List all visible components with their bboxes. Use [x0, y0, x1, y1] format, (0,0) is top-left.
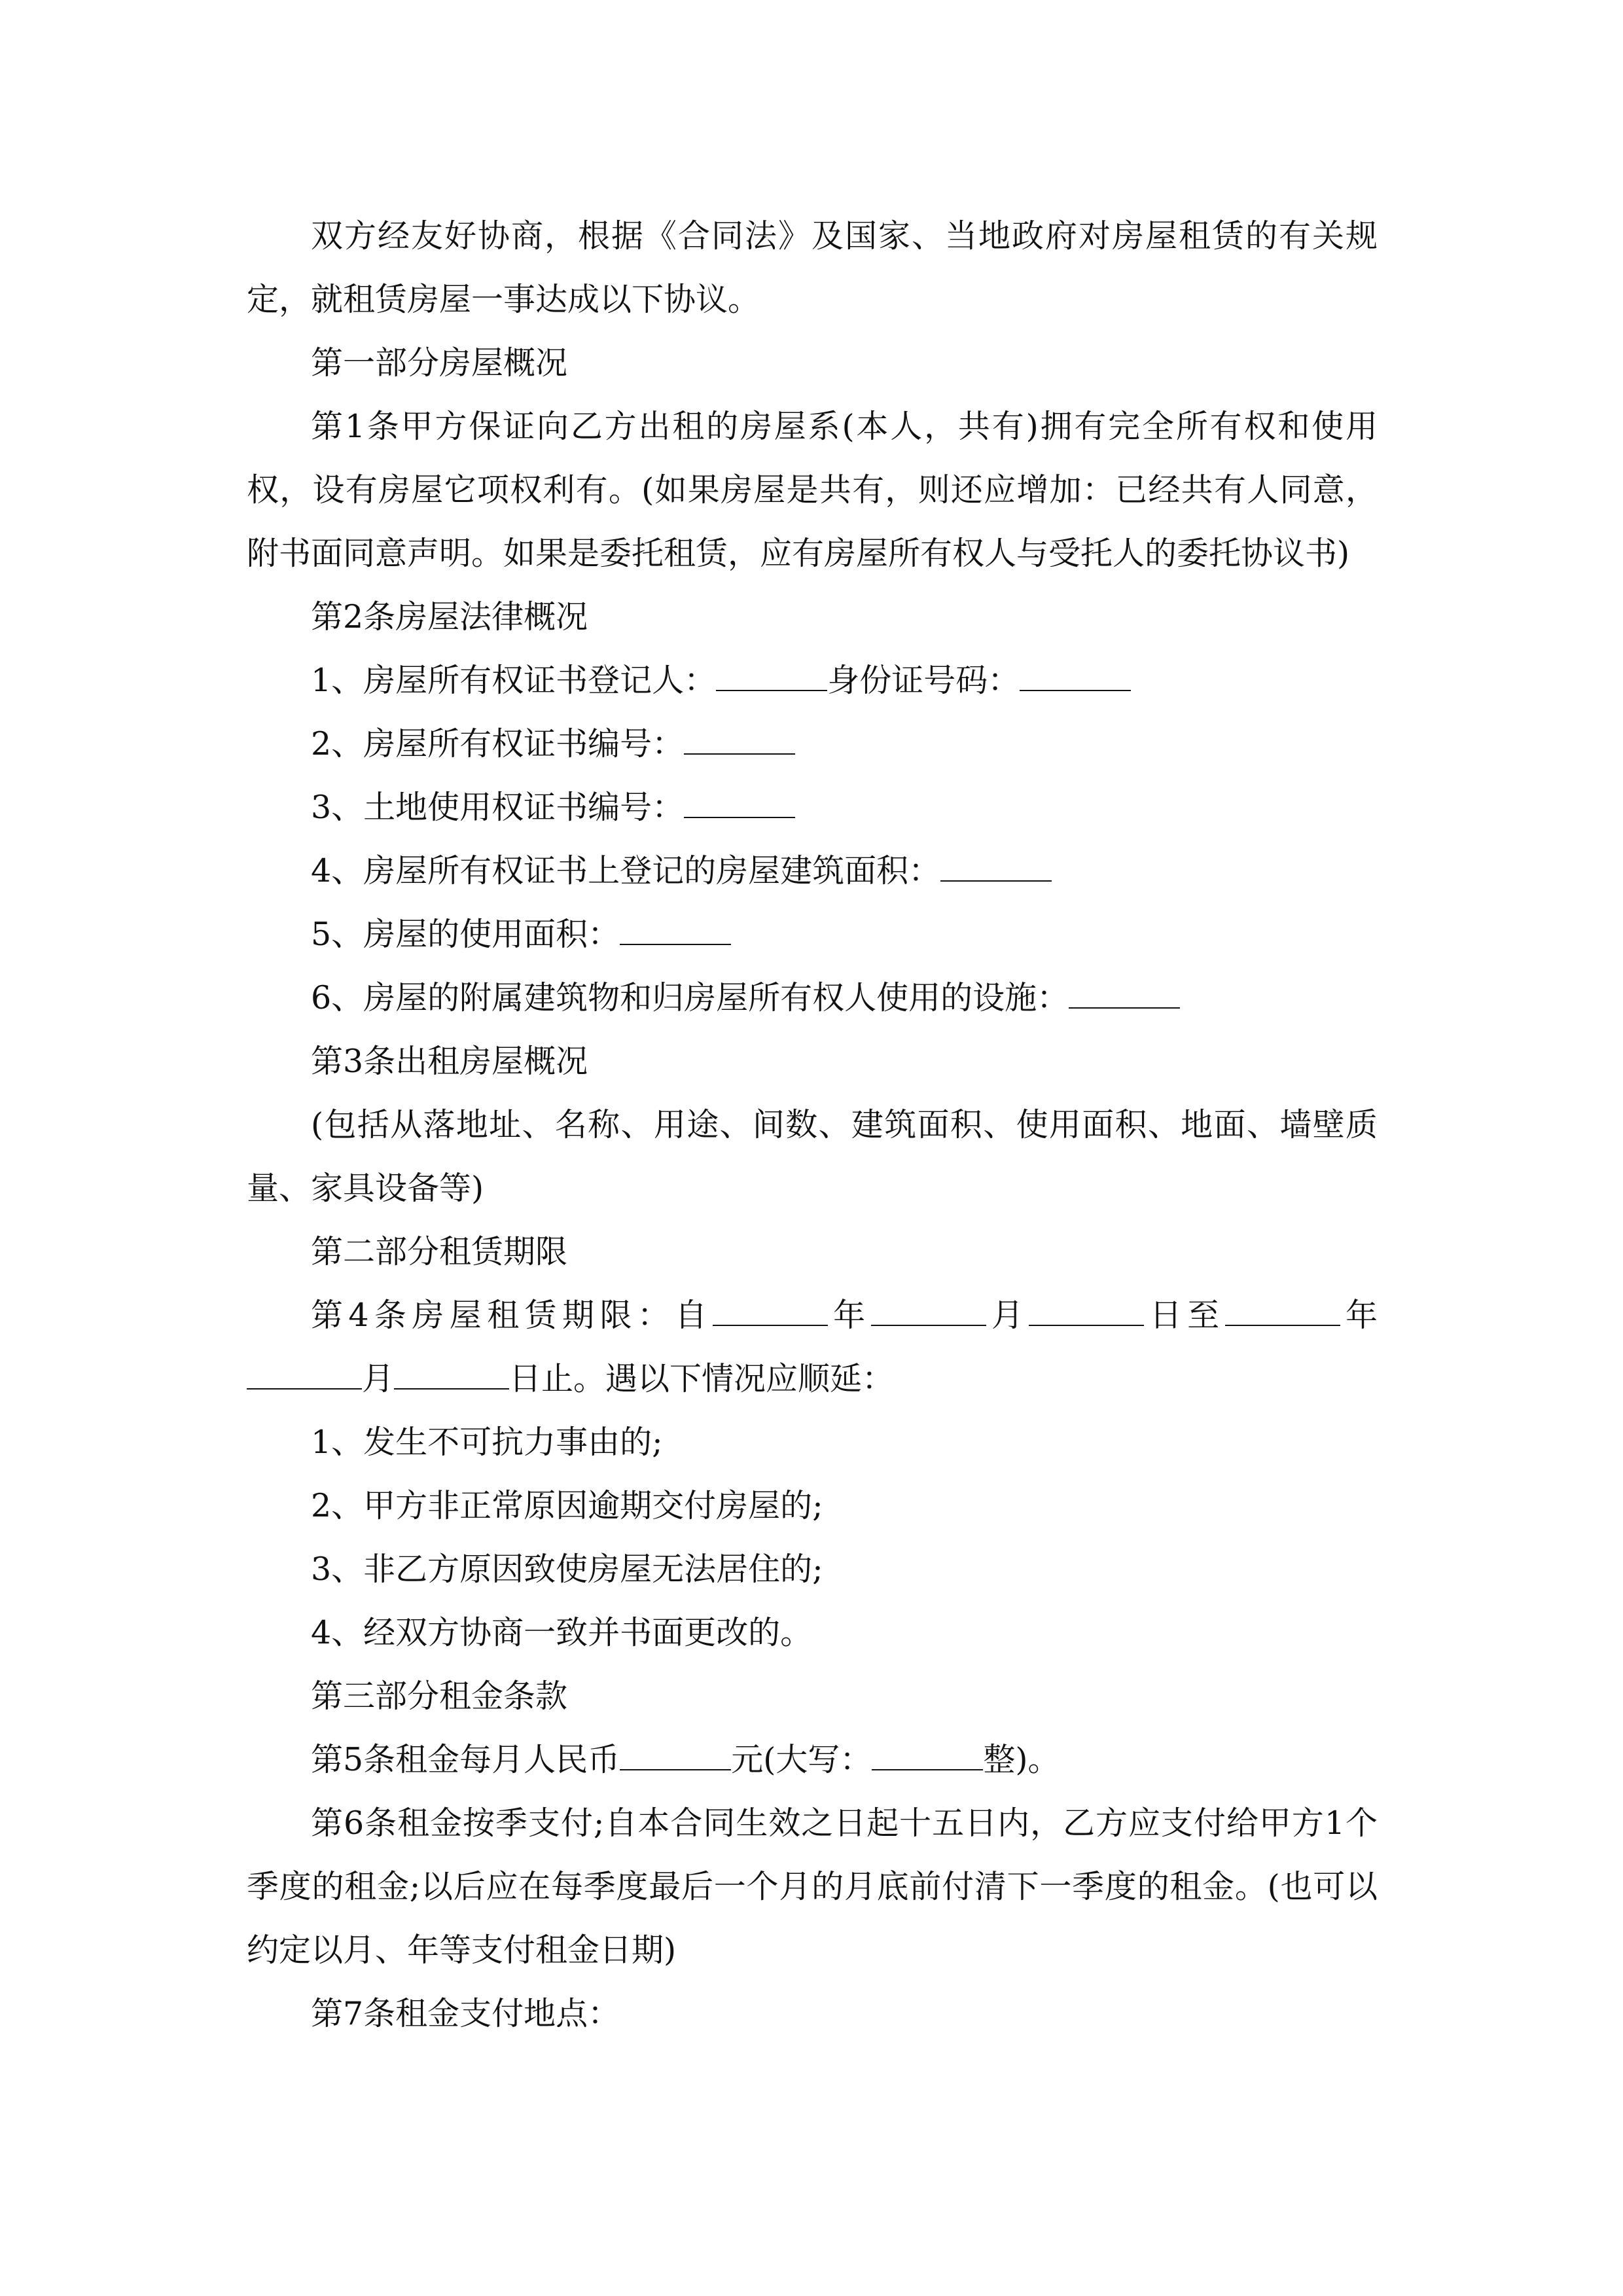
id-number-label: 身份证号码：	[827, 662, 1020, 699]
rent-amount-blank[interactable]	[620, 1742, 731, 1770]
start-day-blank[interactable]	[1029, 1297, 1144, 1326]
month-label: 月	[986, 1297, 1029, 1334]
end-month-label: 月	[362, 1360, 395, 1397]
article-3-description: (包括从落地址、名称、用途、间数、建筑面积、使用面积、地面、墙壁质量、家具设备等)	[247, 1106, 1378, 1207]
item-2-label: 2、房屋所有权证书编号：	[311, 725, 685, 762]
article-4-end: 日止。遇以下情况应顺延：	[509, 1360, 895, 1397]
end-year-label: 年	[1340, 1297, 1378, 1334]
year-label: 年	[827, 1297, 871, 1334]
part3-heading: 第三部分租金条款	[311, 1677, 568, 1715]
item-4	[247, 839, 1378, 903]
rent-uppercase-blank[interactable]	[872, 1742, 983, 1770]
land-certificate-blank[interactable]	[684, 789, 795, 818]
item-1	[247, 649, 1378, 712]
start-month-blank[interactable]	[871, 1297, 986, 1326]
article-6: 第6条租金按季支付;自本合同生效之日起十五日内，乙方应支付给甲方1个季度的租金;以后应在每季度最后一个月的月底前付清下一季度的租金。(也可以约定以月、年等支付租金日期)	[247, 1804, 1378, 1969]
building-area-blank[interactable]	[940, 853, 1052, 882]
id-number-blank[interactable]	[1020, 662, 1131, 691]
item-5	[247, 903, 1378, 966]
usable-area-blank[interactable]	[620, 916, 731, 945]
end-day-blank[interactable]	[394, 1361, 509, 1390]
item-6-label: 6、房屋的附属建筑物和归房屋所有权人使用的设施：	[311, 979, 1069, 1016]
delay-item-1: 1、发生不可抗力事由的;	[311, 1424, 663, 1461]
end-month-blank[interactable]	[247, 1361, 362, 1390]
start-year-blank[interactable]	[713, 1297, 828, 1326]
item-2	[247, 712, 1378, 776]
article-3-heading: 第3条出租房屋概况	[311, 1043, 588, 1080]
article-4-label: 第4条房屋租赁期限：自	[311, 1297, 713, 1334]
rent-uppercase-label: 元(大写：	[731, 1741, 872, 1778]
article-5-label: 第5条租金每月人民币	[311, 1741, 620, 1778]
item-6	[247, 966, 1378, 1030]
item-3	[247, 776, 1378, 839]
part1-heading: 第一部分房屋概况	[311, 344, 568, 382]
item-5-label: 5、房屋的使用面积：	[311, 916, 620, 953]
certificate-number-blank[interactable]	[684, 726, 795, 755]
item-1-label: 1、房屋所有权证书登记人：	[311, 662, 717, 699]
end-year-blank[interactable]	[1225, 1297, 1340, 1326]
article-5	[247, 1728, 1378, 1791]
article-7: 第7条租金支付地点：	[311, 1995, 620, 2032]
article-4	[247, 1283, 1378, 1410]
intro-paragraph: 双方经友好协商，根据《合同法》及国家、当地政府对房屋租赁的有关规定，就租赁房屋一事达成以下协议。	[247, 217, 1378, 318]
part2-heading: 第二部分租赁期限	[311, 1233, 568, 1270]
day-to-label: 日至	[1144, 1297, 1225, 1334]
item-4-label: 4、房屋所有权证书上登记的房屋建筑面积：	[311, 852, 941, 889]
article-5-end: 整)。	[983, 1741, 1060, 1778]
delay-item-2: 2、甲方非正常原因逾期交付房屋的;	[311, 1487, 823, 1524]
article-1: 第1条甲方保证向乙方出租的房屋系(本人，共有)拥有完全所有权和使用权，设有房屋它项权利有。(如果房屋是共有，则还应增加：已经共有人同意，附书面同意声明。如果是委托租赁，应有房屋所有权人与受托人的委托协议书)	[247, 408, 1378, 572]
facilities-blank[interactable]	[1069, 980, 1180, 1009]
delay-item-3: 3、非乙方原因致使房屋无法居住的;	[311, 1551, 823, 1588]
item-3-label: 3、土地使用权证书编号：	[311, 789, 685, 826]
registrant-blank[interactable]	[716, 662, 827, 691]
document-body	[247, 204, 1378, 2045]
delay-item-4: 4、经双方协商一致并书面更改的。	[311, 1614, 813, 1651]
article-2-heading: 第2条房屋法律概况	[311, 598, 588, 636]
